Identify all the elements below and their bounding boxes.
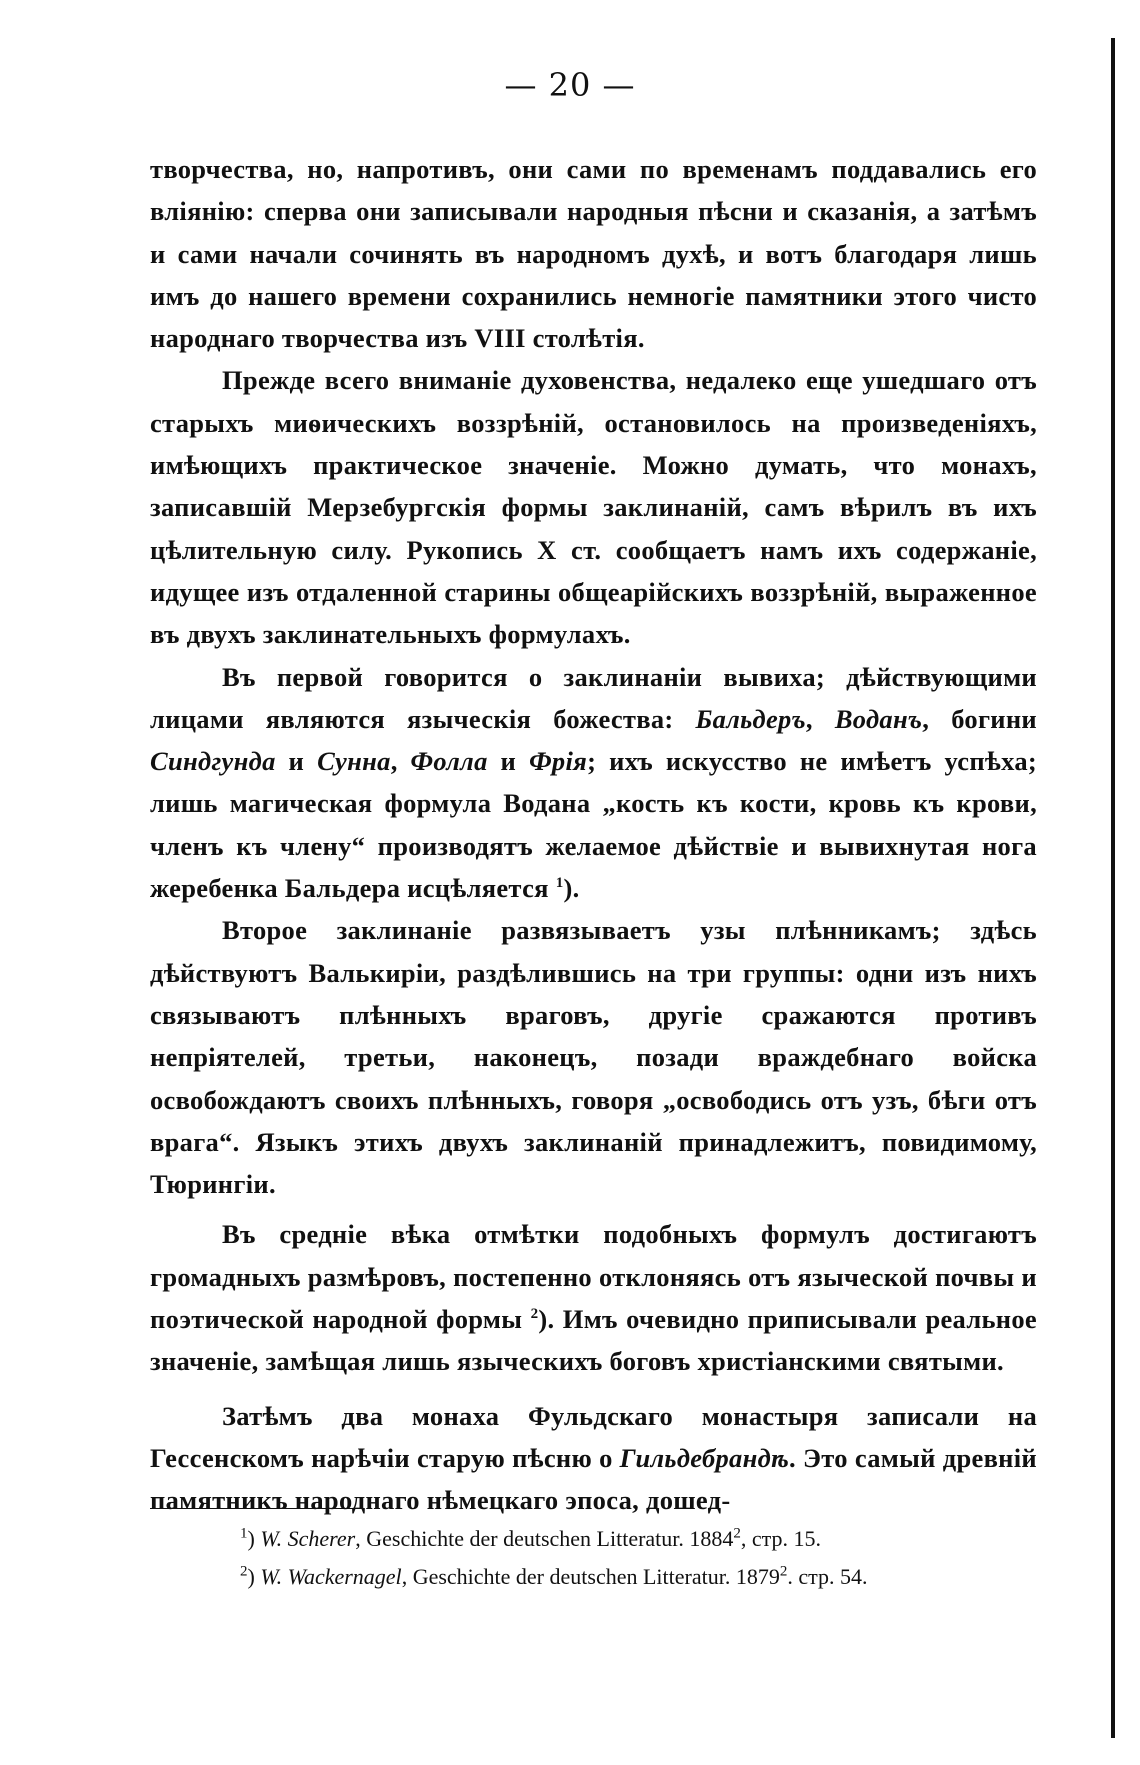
paragraph-5-text-a: Въ средніе вѣка отмѣтки подобныхъ формулъ достигаютъ громадныхъ размѣровъ, постепенно отклоняясь отъ языческой почвы и поэтической народной формы xyxy=(150,1219,1037,1335)
paragraph-3-text-c: ; ихъ искусство не имѣетъ успѣха; лишь магическая формула Водана „кость къ кости, кровь къ крови, членъ къ члену“ производятъ желаемое дѣйствіе и вывихнутая нога жеребенка Бальдера исцѣляется xyxy=(150,746,1037,904)
footnote-work: , Geschichte der deutschen Litteratur. 1879 xyxy=(401,1564,780,1589)
paragraph-2: Прежде всего вниманіе духовенства, недалеко еще ушедшаго отъ старыхъ миѳическихъ воззрѣній, остановилось на произведеніяхъ, имѣющихъ практическое значеніе. Можно думать, что монахъ, записавшій Мерзебургскія формы заклинаній, самъ вѣрилъ въ ихъ цѣлительную силу. Рукопись X ст. сообщаетъ намъ ихъ содержаніе, идущее изъ отдаленной старины общеарійскихъ воззрѣній, выраженное въ двухъ заклинательныхъ формулахъ. xyxy=(150,365,1037,650)
paragraph-1: творчества, но, напротивъ, они сами по временамъ поддавались его вліянію: сперва они записывали народныя пѣсни и сказанія, а затѣмъ и сами начали сочинять въ народномъ духѣ, и вотъ благодаря лишь имъ до нашего времени сохранились немногіе памятники этого чисто народнаго творчества изъ VIII столѣтія. xyxy=(150,154,1037,354)
paragraph-3: Въ первой говорится о заклинаніи вывиха; дѣйствующими лицами являются языческія божества: Бальдеръ, Воданъ, богини Синдгунда и Сунна, Фолла и Фрія; ихъ искусство не имѣетъ успѣха; лишь магическая формула Водана „кость къ кости, кровь къ крови, членъ къ члену“ производятъ желаемое дѣйствіе и вывихнутая нога жеребенка Бальдера исцѣляется $^1$). xyxy=(150,661,1037,904)
paragraph-5-text-b: ). Имъ очевидно приписывали реальное значеніе, замѣщая лишь языческихъ боговъ христіанскими святыми. xyxy=(150,1304,1037,1377)
paragraph-5 xyxy=(150,1213,1037,1382)
page-number: — 20 — xyxy=(504,66,636,104)
deity-name: Сунна xyxy=(317,746,391,777)
deity-name: Фолла xyxy=(410,746,488,777)
footnote-edition: 2 xyxy=(779,1563,788,1580)
deity-name: Бальдеръ xyxy=(695,703,806,734)
deity-name: Воданъ xyxy=(834,703,923,734)
footnote-1: $^1$) W. Scherer, Geschichte der deutschen Litteratur. 1884$^2$, стр. 15. xyxy=(240,1525,822,1551)
footnotes xyxy=(150,1520,1037,1596)
paragraph-4: Второе заклинаніе развязываетъ узы плѣнникамъ; здѣсь дѣйствуютъ Валькиріи, раздѣлившись на три группы: одни изъ нихъ связываютъ плѣнныхъ враговъ, другіе сражаются противъ непріятелей, третьи, наконецъ, позади враждебнаго войска освобождаютъ своихъ плѣнныхъ, говоря „освободись отъ узъ, бѣги отъ врага“. Языкъ этихъ двухъ заклинаній принадлежитъ, повидимому, Тюрингіи. xyxy=(150,915,1037,1200)
deity-name: Синдгунда xyxy=(150,746,276,777)
scan-edge-mark xyxy=(1111,38,1115,1738)
footnote-ref-2[interactable]: 2 xyxy=(530,1306,539,1323)
paragraph-3-text-d: ). xyxy=(563,873,580,904)
work-title: Гильдебрандѣ xyxy=(619,1442,790,1473)
paragraph-3-text-b: , богини xyxy=(922,703,1037,734)
footnote-divider xyxy=(150,1508,355,1509)
footnote-edition: 2 xyxy=(733,1525,741,1542)
paragraph-6-text-b: . Это самый древній памятникъ народнаго нѣмецкаго эпоса, дошед- xyxy=(150,1442,1037,1516)
footnote-author: W. Wackernagel xyxy=(260,1564,402,1589)
footnote-ref-1[interactable]: 1 xyxy=(555,875,564,892)
footnote-marker: 1 xyxy=(240,1525,248,1542)
paragraph-6-text-a: Затѣмъ два монаха Фульдскаго монастыря записали на Гессенскомъ нарѣчіи старую пѣсню о xyxy=(150,1400,1037,1473)
paragraph-3-text-a: Въ первой говорится о заклинаніи вывиха; дѣйствующими лицами являются языческія божества: xyxy=(150,661,1037,734)
footnote-page: . стр. 54. xyxy=(787,1564,868,1589)
footnote-2: $^2$) W. Wackernagel, Geschichte der deutschen Litteratur. 1879$^2$. стр. 54. xyxy=(240,1563,868,1589)
paragraph-6 xyxy=(150,1395,1037,1522)
footnote-work: , Geschichte der deutschen Litteratur. 1884 xyxy=(355,1526,734,1551)
footnote-page: , стр. 15. xyxy=(740,1526,822,1551)
body-text xyxy=(150,148,1037,1522)
footnote-author: W. Scherer xyxy=(260,1526,356,1551)
footnote-marker: 2 xyxy=(240,1563,248,1580)
deity-name: Фрія xyxy=(529,746,588,777)
